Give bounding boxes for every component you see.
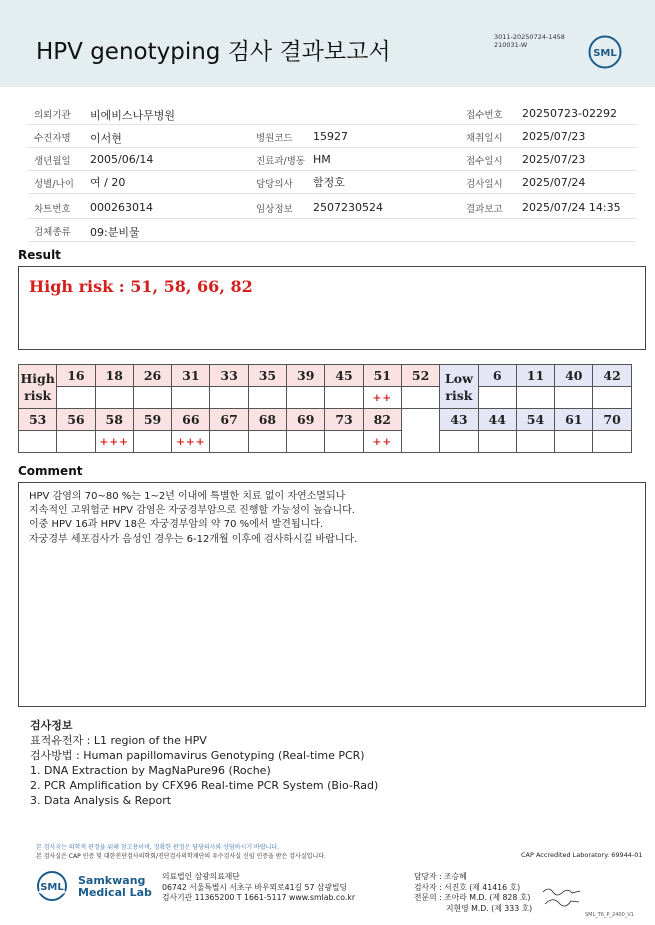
genotype-result: [555, 387, 593, 409]
staff-line3: 전문의 : 조아라 M.D. (제 828 호): [414, 893, 531, 902]
genotype-result: [516, 387, 554, 409]
genotype-cell: 18: [95, 365, 133, 387]
genotype-result: [133, 387, 171, 409]
patient-label: 수진자명: [34, 133, 71, 144]
comment-box: [18, 482, 646, 707]
genotype-result: [172, 387, 210, 409]
samkwang-logo-icon: [36, 870, 76, 902]
test-date-label: 검사일시: [466, 179, 503, 190]
report-header: [0, 0, 655, 87]
genotype-cell: 39: [287, 365, 325, 387]
genotype-result: [287, 431, 325, 453]
footer-note-2: 본 검사실은 CAP 인증 및 대한진단검사의학회/진단검사의학재단의 우수검사실 신임 인증을 받은 검사실입니다.: [36, 853, 326, 860]
genotype-result: [593, 431, 631, 453]
institution-value: 비에비스나무병원: [90, 109, 176, 122]
receipt-date-label: 접수일시: [466, 156, 503, 167]
empty-cell: [401, 409, 439, 453]
info-row-5: [28, 195, 636, 219]
result-heading: Result: [18, 248, 61, 262]
genotype-result: ++: [363, 387, 401, 409]
doctor-value: 함정호: [313, 176, 345, 189]
genotype-result: [248, 431, 286, 453]
lab-name: [78, 875, 152, 899]
comment-line: 이중 HPV 16과 HPV 18은 자궁경부암의 약 70 %에서 발견됩니다.: [29, 519, 324, 531]
sex-age-label: 성별/나이: [34, 179, 74, 190]
clinical-value: 2507230524: [313, 201, 383, 214]
cap-accreditation: CAP Accredited Laboratory. 69944-01: [521, 851, 643, 859]
genotype-result: [478, 387, 516, 409]
genotype-result: [57, 431, 95, 453]
genotype-result: [593, 387, 631, 409]
sml-logo-icon: [588, 35, 622, 69]
genotype-cell: 26: [133, 365, 171, 387]
comment-line: 지속적인 고위험군 HPV 감염은 자궁경부암으로 진행할 가능성이 높습니다.: [29, 505, 355, 517]
genotype-cell: 56: [57, 409, 95, 431]
genotype-cell: 58: [95, 409, 133, 431]
test-info-line: 2. PCR Amplification by CFX96 Real-time PCR System (Bio-Rad): [30, 779, 379, 792]
specimen-value: 09:분비물: [90, 226, 140, 239]
test-info-line: 1. DNA Extraction by MagNaPure96 (Roche): [30, 764, 271, 777]
address-line2: 06742 서울특별시 서초구 바우뫼로41길 57 삼광빌딩: [162, 882, 348, 892]
genotype-result: [287, 387, 325, 409]
receipt-date-value: 2025/07/23: [522, 153, 586, 166]
comment-heading: Comment: [18, 464, 83, 478]
genotype-result: ++: [363, 431, 401, 453]
collect-date-label: 채취일시: [466, 133, 503, 144]
report-title: HPV genotyping 검사 결과보고서: [36, 39, 391, 65]
genotype-cell: 73: [325, 409, 363, 431]
document-code: SML_T6_P_2400_V1: [585, 912, 634, 918]
genotype-cell: 70: [593, 409, 631, 431]
genotype-cell: 52: [401, 365, 439, 387]
footer-note-1: 본 검사지는 의학적 판정을 위해 참고용이며, 정확한 판정은 담당의사와 상담하시기 바랍니다.: [36, 844, 280, 851]
genotype-cell: 33: [210, 365, 248, 387]
staff-line1: 담당자 : 조승혜: [414, 872, 467, 881]
genotype-result: [210, 431, 248, 453]
samkwang-logo-text: SML: [40, 882, 64, 893]
genotype-cell: 16: [57, 365, 95, 387]
genotype-result: [57, 387, 95, 409]
genotype-cell: 6: [478, 365, 516, 387]
test-info-line: 검사방법 : Human papillomavirus Genotyping (Real-time PCR): [30, 749, 365, 762]
dept-label: 진료과/병동: [256, 156, 306, 167]
hospital-code-value: 15927: [313, 130, 348, 143]
dept-value: HM: [313, 153, 331, 166]
genotype-cell: 69: [287, 409, 325, 431]
genotype-cell: 54: [516, 409, 554, 431]
genotype-cell: 53: [19, 409, 57, 431]
genotype-result: [95, 387, 133, 409]
signature-icon: [540, 882, 585, 912]
test-info: [30, 718, 378, 808]
birth-label: 생년월일: [34, 156, 71, 167]
high-risk-header: [19, 365, 57, 409]
sex-age-value: 여 / 20: [90, 176, 126, 189]
result-box: [18, 266, 646, 350]
genotype-cell: 67: [210, 409, 248, 431]
genotype-result: [19, 431, 57, 453]
genotype-result: [133, 431, 171, 453]
info-row-2: [28, 124, 636, 148]
genotype-result: [401, 387, 439, 409]
test-date-value: 2025/07/24: [522, 176, 586, 189]
test-info-heading: 검사정보: [30, 719, 73, 732]
genotype-result: [325, 431, 363, 453]
staff-line2: 검사자 : 서진호 (제 41416 호): [414, 882, 521, 892]
staff-line4: 지현영 M.D. (제 333 호): [446, 903, 533, 913]
test-info-line: 3. Data Analysis & Report: [30, 794, 172, 807]
low-risk-label-1: Low: [444, 370, 473, 386]
genotype-result: [248, 387, 286, 409]
genotype-result: +++: [95, 431, 133, 453]
chart-no-label: 차트번호: [34, 204, 71, 215]
result-text: High risk : 51, 58, 66, 82: [29, 277, 253, 296]
institution-label: 의뢰기관: [34, 110, 71, 121]
genotype-result: [516, 431, 554, 453]
report-label: 결과보고: [466, 204, 503, 215]
lab-name-line2: Medical Lab: [78, 886, 152, 899]
genotype-cell: 35: [248, 365, 286, 387]
clinical-label: 임상정보: [256, 204, 293, 215]
genotype-result: [440, 431, 478, 453]
genotype-cell: 43: [440, 409, 478, 431]
hospital-code-label: 병원코드: [256, 133, 293, 144]
receipt-no-label: 접수번호: [466, 110, 503, 121]
doctor-label: 담당의사: [256, 179, 293, 190]
patient-value: 이서현: [90, 132, 122, 145]
genotype-cell: 61: [555, 409, 593, 431]
genotype-cell: 31: [172, 365, 210, 387]
genotype-result: [555, 431, 593, 453]
genotype-cell: 68: [248, 409, 286, 431]
info-row-4: [28, 170, 636, 194]
birth-value: 2005/06/14: [90, 153, 154, 166]
sml-logo-text: SML: [593, 48, 617, 59]
report-code: [494, 33, 565, 49]
genotype-result: [478, 431, 516, 453]
high-risk-label-1: High: [20, 370, 55, 386]
address-line3: 검사기관 11365200 T 1661-5117 www.smlab.co.kr: [162, 893, 356, 902]
receipt-no-value: 20250723-02292: [522, 107, 617, 120]
info-row-1: [28, 101, 636, 125]
genotype-result: +++: [172, 431, 210, 453]
high-risk-label-2: risk: [24, 387, 52, 403]
report-code-line2: 210031-W: [494, 41, 528, 49]
genotype-cell: 51: [363, 365, 401, 387]
comment-line: HPV 감염의 70~80 %는 1~2년 이내에 특별한 치료 없이 자연소멸되나: [29, 491, 346, 502]
lab-address: [162, 872, 355, 904]
comment-line: 자궁경부 세포검사가 음성인 경우는 6-12개월 이후에 검사하시길 바랍니다.: [29, 533, 358, 545]
chart-no-value: 000263014: [90, 201, 153, 214]
address-line1: 의료법인 삼광의료재단: [162, 872, 240, 881]
info-row-6: [28, 218, 636, 242]
info-row-3: [28, 147, 636, 171]
low-risk-label-2: risk: [445, 387, 473, 403]
genotype-table: [18, 364, 632, 453]
genotype-cell: 66: [172, 409, 210, 431]
genotype-cell: 45: [325, 365, 363, 387]
lab-name-line1: Samkwang: [78, 874, 146, 887]
specimen-label: 검체종류: [34, 227, 71, 238]
test-info-line: 표적유전자 : L1 region of the HPV: [30, 734, 207, 747]
genotype-cell: 11: [516, 365, 554, 387]
genotype-cell: 82: [363, 409, 401, 431]
report-code-line1: 3011-20250724-1458: [494, 33, 565, 41]
genotype-result: [210, 387, 248, 409]
low-risk-header: [440, 365, 478, 409]
report-value: 2025/07/24 14:35: [522, 201, 621, 214]
collect-date-value: 2025/07/23: [522, 130, 586, 143]
genotype-result: [325, 387, 363, 409]
genotype-cell: 40: [555, 365, 593, 387]
genotype-cell: 59: [133, 409, 171, 431]
staff-list: [414, 872, 532, 914]
genotype-cell: 44: [478, 409, 516, 431]
genotype-cell: 42: [593, 365, 631, 387]
